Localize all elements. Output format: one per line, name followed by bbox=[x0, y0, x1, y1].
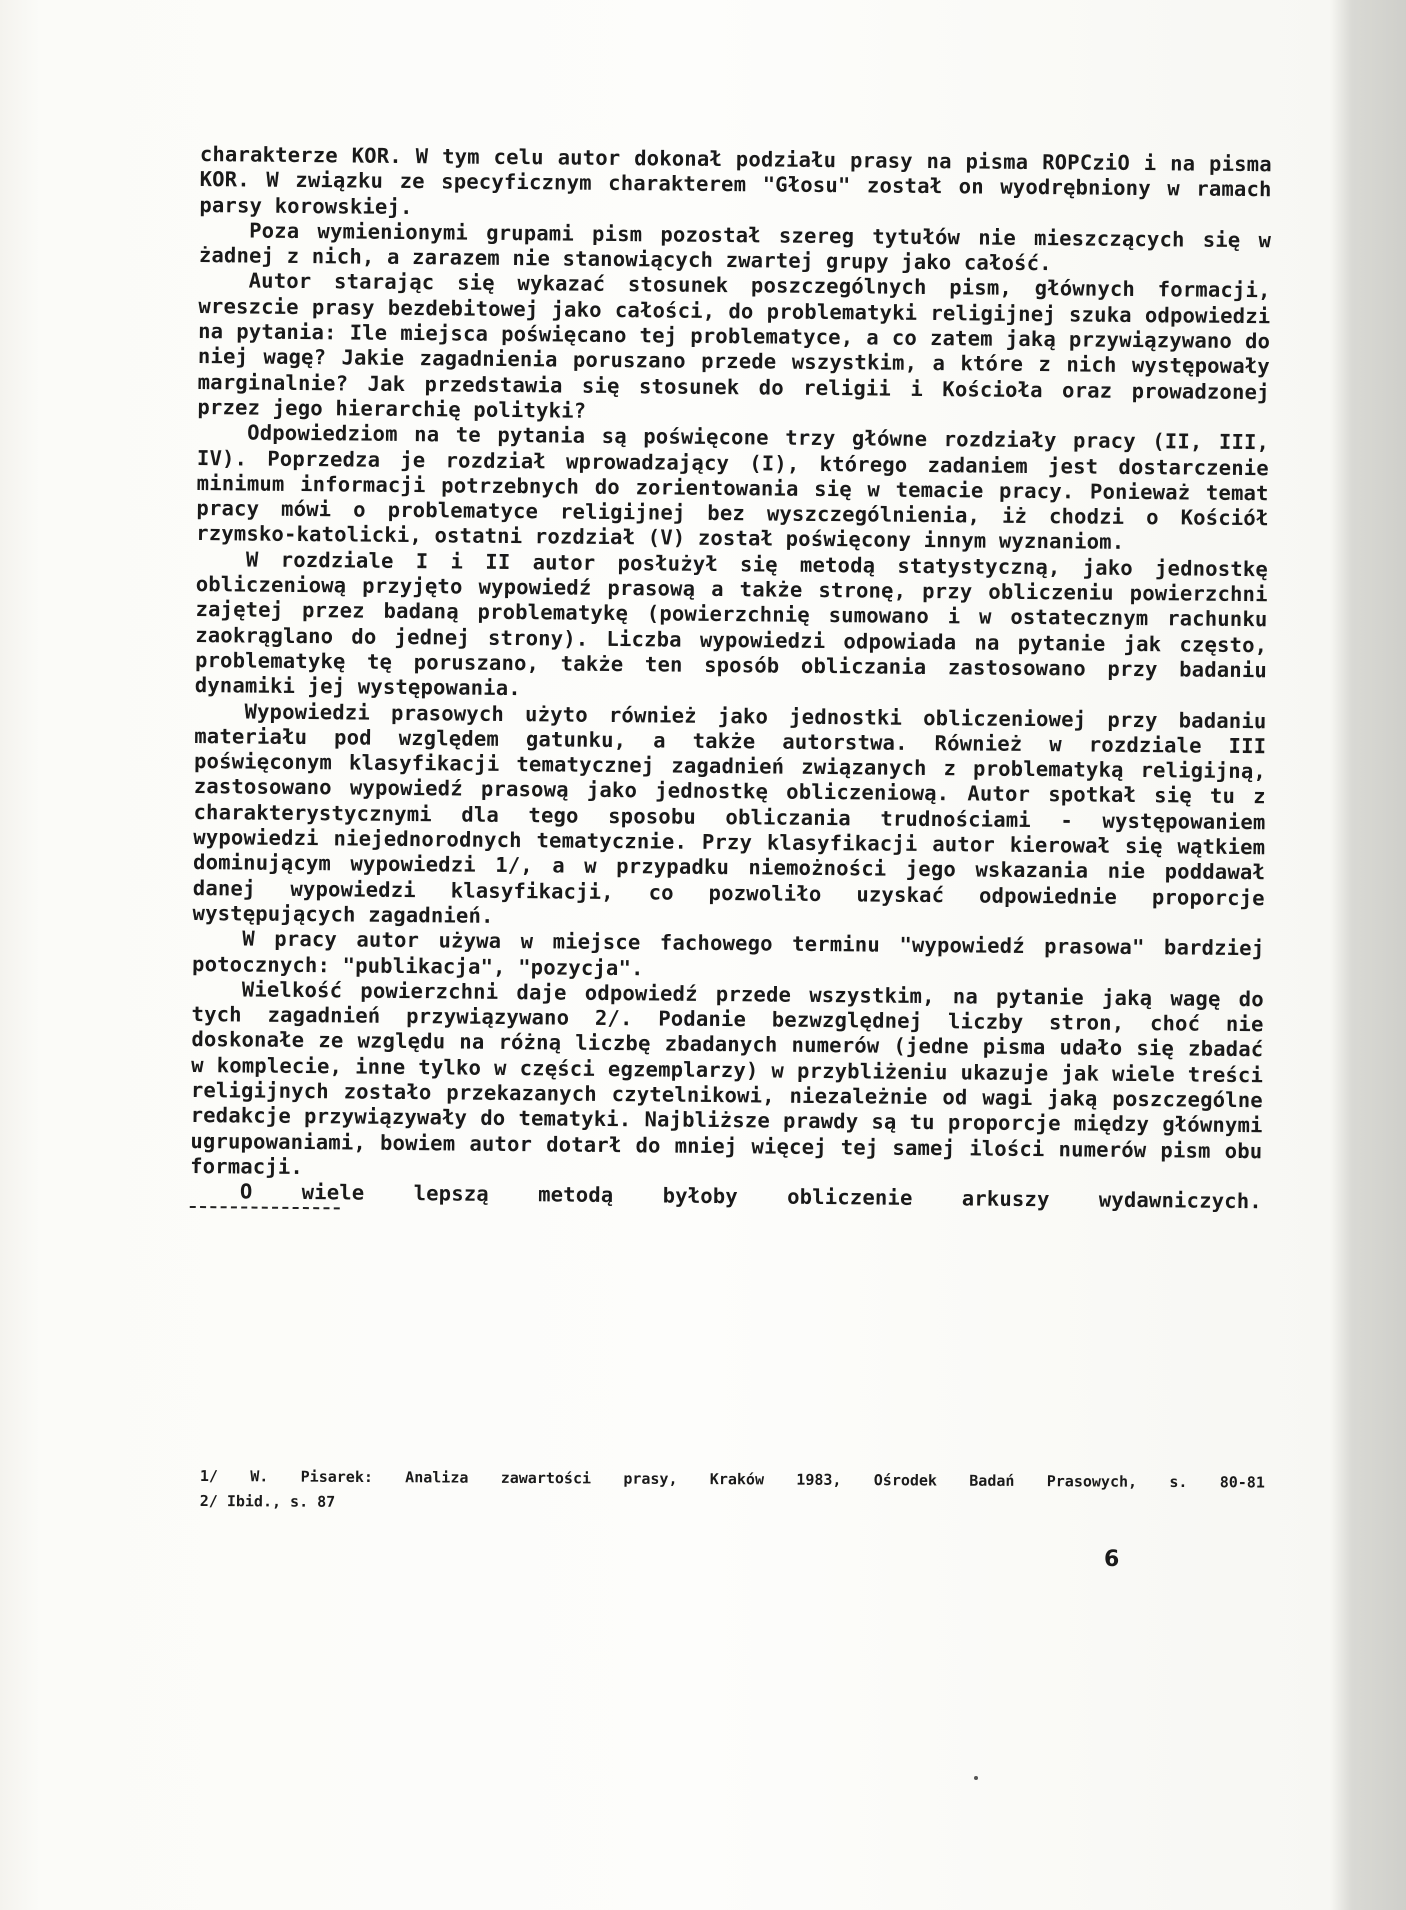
paragraph: W pracy autor używa w miejsce fachowego terminu "wypowiedź prasowa" bardziej potocznych: "publikacja", "pozycja". bbox=[191, 926, 1265, 980]
page-number: 6 bbox=[1104, 1547, 1120, 1572]
scan-speck bbox=[974, 1776, 978, 1780]
footnote: 2/ Ibid., s. 87 bbox=[199, 1491, 336, 1511]
paragraph: Odpowiedziom na te pytania są poświęcone trzy główne rozdziały pracy (II, III, IV). Poprzedza je rozdział wprowadzający (I), którego zadaniem jest dostarczenie minimum informacji potrzebnych do zorientowania się w temacie pracy. Ponieważ temat pracy mówi o problematyce religijnej bez wyszczególnienia, iż chodzi o Kościół rzymsko-katolicki, ostatni rozdział (V) został poświęcony innym wyznaniom. bbox=[196, 420, 1270, 555]
footnote-separator bbox=[190, 1206, 340, 1209]
body-text bbox=[190, 142, 1272, 1219]
paragraph: Wielkość powierzchni daje odpowiedź przede wszystkim, na pytanie jaką wagę do tych zagadnień przywiązywano 2/. Podanie bezwzględnej liczby stron, choć nie doskonałe ze względu na różną liczbę zbadanych numerów (jedne pisma udało się zbadać w komplecie, inne tylko w części egzemplarzy) w przybliżeniu ukazuje jak wiele treści religijnych zostało przekazanych czytelnikowi, niezależnie od wagi jaką poszczególne redakcje przywiązywały do tematyki. Najbliższe prawdy są tu proporcje między głównymi ugrupowaniami, bowiem autor dotarł do mniej więcej tej samej ilości numerów pism obu formacji. bbox=[190, 977, 1264, 1179]
paragraph: Wypowiedzi prasowych użyto również jako jednostki obliczeniowej przy badaniu materiału pod względem gatunku, a także autorstwa. Również w rozdziale III poświęconym klasyfikacji tematycznej zagadnień związanych z problematyką religijną, zastosowano wypowiedź prasową jako jednostkę obliczeniową. Autor spotkał się tu z charakterystycznymi dla tego sposobu obliczania trudnościami - występowaniem wypowiedzi niejednorodnych tematycznie. Przy klasyfikacji autor kierował się wątkiem dominującym wypowiedzi 1/, a w przypadku niemożności jego wskazania nie poddawał danej wypowiedzi klasyfikacji, co pozwoliło uzyskać odpowiednie proporcje występujących zagadnień. bbox=[192, 698, 1267, 928]
paragraph: W rozdziale I i II autor posłużył się metodą statystyczną, jako jednostkę obliczeniową przyjęto wypowiedź prasową a także stronę, przy obliczeniu powierzchni zajętej przez badaną problematykę (powierzchnię sumowano i w ostatecznym rachunku zaokrąglano do jednej strony). Liczba wypowiedzi odpowiada na pytanie jak często, problematykę tę poruszano, także ten sposób obliczania zastosowano przy badaniu dynamiki jej występowania. bbox=[194, 547, 1269, 701]
paragraph: Poza wymienionymi grupami pism pozostał szereg tytułów nie mieszczących się w żadnej z nich, a zarazem nie stanowiących zwartej grupy jako całość. bbox=[198, 218, 1272, 276]
footnote: 1/ W. Pisarek: Analiza zawartości prasy, Kraków 1983, Ośrodek Badań Prasowych, s. 80-81 bbox=[199, 1467, 1265, 1492]
footnotes bbox=[200, 1464, 1265, 1521]
paragraph: charakterze KOR. W tym celu autor dokonał podziału prasy na pisma ROPCziO i na pisma KOR. W związku ze specyficznym charakterem "Głosu" został on wyodrębniony w ramach parsy korowskiej. bbox=[199, 142, 1272, 219]
paragraph: O wiele lepszą metodą byłoby obliczenie arkuszy wydawniczych. bbox=[239, 1179, 1262, 1214]
paragraph: Autor starając się wykazać stosunek poszczególnych pism, głównych formacji, wreszcie prasy bezdebitowej jako całości, do problematyki religijnej szuka odpowiedzi na pytania: Ile miejsca poświęcano tej problematyce, a co zatem jaką przywiązywano do niej wagę? Jakie zagadnienia poruszano przede wszystkim, a które z nich występowały marginalnie? Jak przedstawia się stosunek do religii i Kościoła oraz prowadzonej przez jego hierarchię polityki? bbox=[197, 268, 1271, 423]
